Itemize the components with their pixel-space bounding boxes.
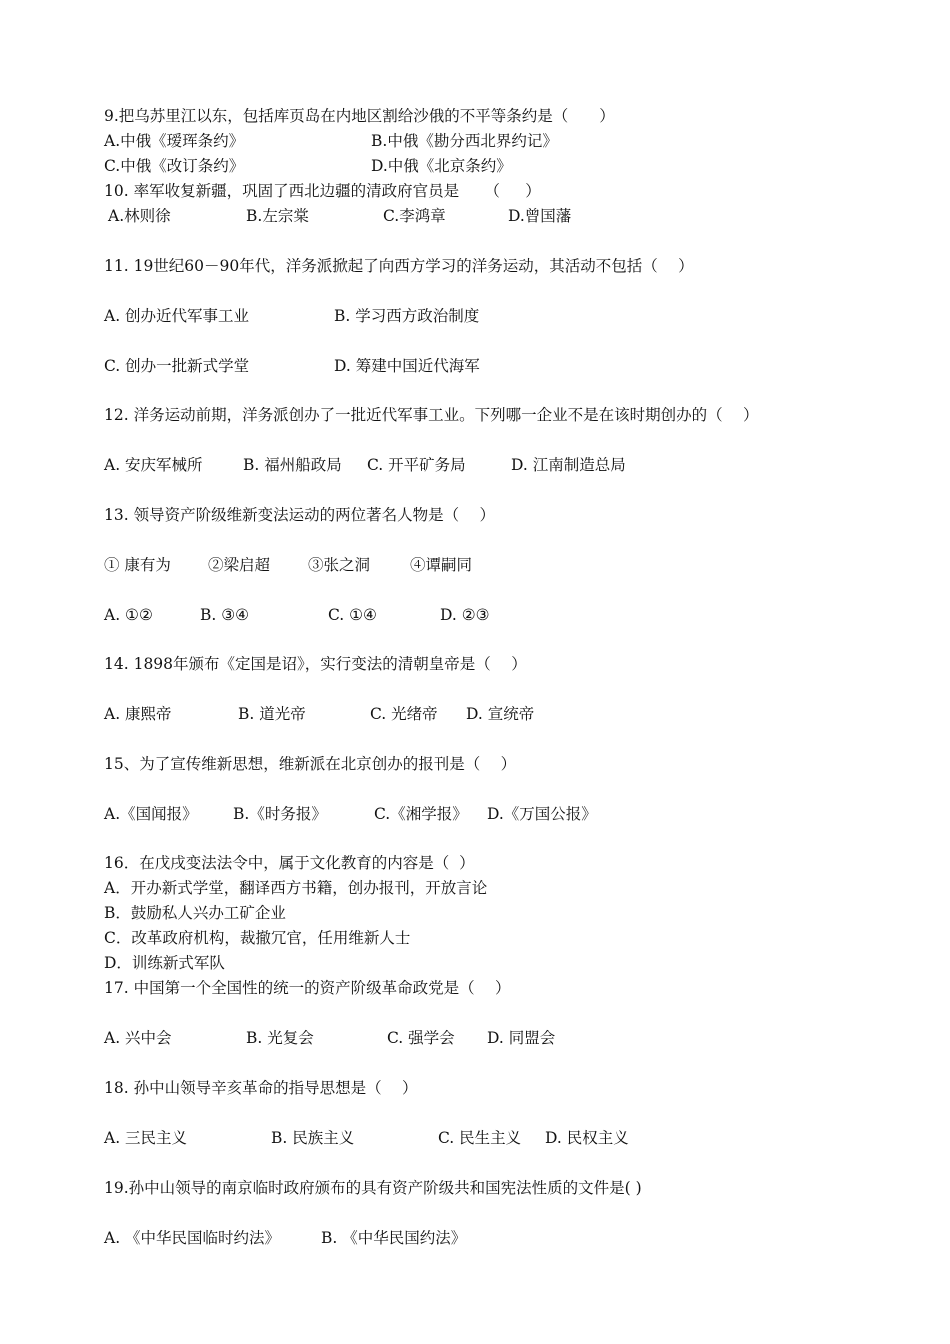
question-17-option-d: D. 同盟会: [487, 1029, 556, 1047]
question-19-option-a: A. 《中华民国临时约法》: [104, 1229, 281, 1247]
question-13-option-c: C. ①④: [328, 606, 377, 624]
question-10-stem: 10. 率军收复新疆，巩固了西北边疆的清政府官员是 （ ）: [104, 182, 541, 200]
question-13-item-4: ④谭嗣同: [410, 556, 473, 574]
question-13-option-a: A. ①②: [104, 606, 153, 624]
question-19-option-b: B. 《中华民国约法》: [321, 1229, 467, 1247]
question-19-stem: 19.孙中山领导的南京临时政府颁布的具有资产阶级共和国宪法性质的文件是( ): [104, 1179, 642, 1197]
question-12-option-a: A. 安庆军械所: [104, 456, 203, 474]
question-9-option-b: B.中俄《勘分西北界约记》: [371, 132, 558, 150]
question-17-option-c: C. 强学会: [387, 1029, 455, 1047]
question-14-option-c: C. 光绪帝: [370, 705, 438, 723]
question-9-stem: 9.把乌苏里江以东，包括库页岛在内地区割给沙俄的不平等条约是（ ）: [104, 107, 615, 125]
question-18-option-d: D. 民权主义: [545, 1129, 629, 1147]
question-17-option-b: B. 光复会: [246, 1029, 314, 1047]
question-18-option-a: A. 三民主义: [104, 1129, 188, 1147]
question-13-stem: 13. 领导资产阶级维新变法运动的两位著名人物是（ ）: [104, 506, 496, 524]
question-11-option-b: B. 学习西方政治制度: [334, 307, 480, 325]
question-17-option-a: A. 兴中会: [104, 1029, 172, 1047]
question-13-item-3: ③张之洞: [308, 556, 371, 574]
question-15-option-c: C.《湘学报》: [374, 805, 468, 823]
question-13-option-b: B. ③④: [200, 606, 250, 624]
question-11-option-a: A. 创办近代军事工业: [104, 307, 250, 325]
question-12-option-d: D. 江南制造总局: [511, 456, 626, 474]
question-13-item-1: ① 康有为: [104, 556, 171, 574]
question-18-stem: 18. 孙中山领导辛亥革命的指导思想是（ ）: [104, 1079, 418, 1097]
question-11-stem: 11. 19世纪60－90年代，洋务派掀起了向西方学习的洋务运动，其活动不包括（ ）: [104, 257, 694, 275]
question-16-option-d: D．训练新式军队: [104, 954, 225, 972]
question-9-option-c: C.中俄《改订条约》: [104, 157, 245, 175]
question-13-option-d: D. ②③: [440, 606, 490, 624]
question-14-option-d: D. 宣统帝: [466, 705, 535, 723]
question-12-option-b: B. 福州船政局: [243, 456, 342, 474]
question-15-option-b: B.《时务报》: [233, 805, 327, 823]
question-16-option-b: B．鼓励私人兴办工矿企业: [104, 904, 286, 922]
question-15-option-a: A.《国闻报》: [104, 805, 198, 823]
question-11-option-d: D. 筹建中国近代海军: [334, 357, 480, 375]
question-9-option-a: A.中俄《瑷珲条约》: [104, 132, 245, 150]
question-10-option-d: D.曾国藩: [508, 207, 572, 225]
question-17-stem: 17. 中国第一个全国性的统一的资产阶级革命政党是（ ）: [104, 979, 511, 997]
question-18-option-b: B. 民族主义: [271, 1129, 355, 1147]
question-15-option-d: D.《万国公报》: [487, 805, 597, 823]
question-16-option-a: A．开办新式学堂，翻译西方书籍，创办报刊，开放言论: [104, 879, 488, 897]
question-10-option-c: C.李鸿章: [383, 207, 446, 225]
question-14-stem: 14. 1898年颁布《定国是诏》，实行变法的清朝皇帝是（ ）: [104, 655, 527, 673]
question-12-option-c: C. 开平矿务局: [367, 456, 466, 474]
question-13-item-2: ②梁启超: [208, 556, 271, 574]
question-14-option-b: B. 道光帝: [238, 705, 306, 723]
question-9-option-d: D.中俄《北京条约》: [371, 157, 512, 175]
question-15-stem: 15、为了宣传维新思想，维新派在北京创办的报刊是（ ）: [104, 755, 517, 773]
question-12-stem: 12. 洋务运动前期，洋务派创办了一批近代军事工业。下列哪一企业不是在该时期创办的（ ）: [104, 406, 759, 424]
question-14-option-a: A. 康熙帝: [104, 705, 172, 723]
question-11-option-c: C. 创办一批新式学堂: [104, 357, 250, 375]
question-18-option-c: C. 民生主义: [438, 1129, 522, 1147]
question-10-option-b: B.左宗棠: [246, 207, 309, 225]
question-10-option-a: A.林则徐: [108, 207, 171, 225]
question-16-option-c: C．改革政府机构，裁撤冗官，任用维新人士: [104, 929, 411, 947]
question-16-stem: 16．在戊戌变法法令中，属于文化教育的内容是（ ）: [104, 854, 475, 872]
